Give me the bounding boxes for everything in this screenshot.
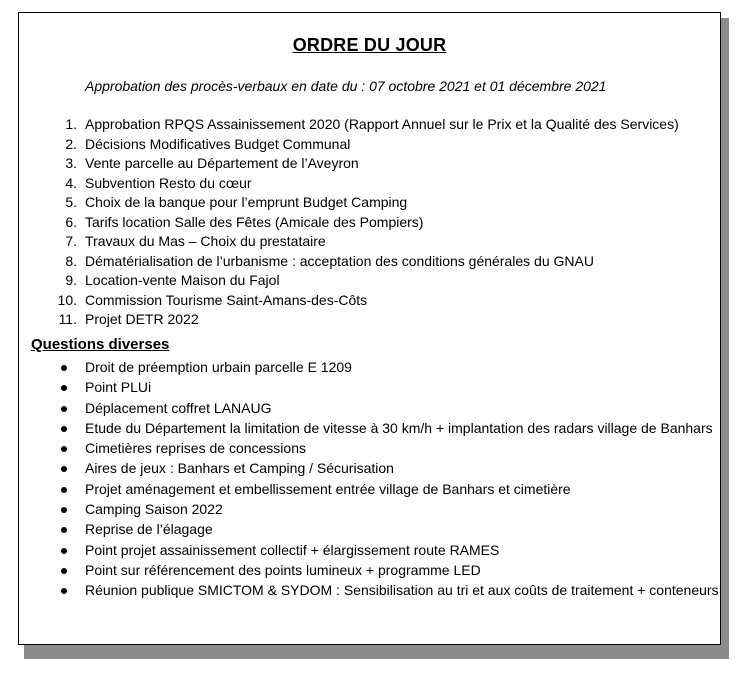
item-number: 9. xyxy=(65,272,77,288)
bullet-icon xyxy=(61,446,67,452)
item-text: Travaux du Mas – Choix du prestataire xyxy=(85,233,326,249)
question-text: Droit de préemption urbain parcelle E 1209 xyxy=(85,359,352,375)
item-text: Projet DETR 2022 xyxy=(85,311,199,327)
bullet-icon xyxy=(61,466,67,472)
item-text: Approbation RPQS Assainissement 2020 (Rapport Annuel sur le Prix et la Qualité des Services) xyxy=(85,116,679,132)
item-number: 11. xyxy=(58,311,77,327)
bullet-icon xyxy=(61,568,67,574)
bullet-icon xyxy=(61,548,67,554)
agenda-item xyxy=(49,135,351,155)
item-text: Décisions Modificatives Budget Communal xyxy=(85,135,351,152)
agenda-item xyxy=(49,271,280,291)
agenda-item xyxy=(49,193,408,213)
question-text: Reprise de l’élagage xyxy=(85,521,213,538)
approval-line: Approbation des procès-verbaux en date du : 07 octobre 2021 et 01 décembre 2021 xyxy=(85,78,607,94)
bullet-icon xyxy=(61,507,67,513)
bullet-icon xyxy=(61,426,67,432)
item-number: 7. xyxy=(65,233,77,249)
item-number: 8. xyxy=(65,252,77,269)
agenda-item xyxy=(49,310,199,330)
agenda-item xyxy=(49,213,424,233)
agenda-item xyxy=(49,174,252,194)
agenda-item xyxy=(49,154,359,174)
document-title: ORDRE DU JOUR xyxy=(292,35,447,55)
bullet-icon xyxy=(61,527,67,533)
bullet-icon xyxy=(61,588,67,594)
question-text: Point PLUi xyxy=(85,379,152,396)
question-text: Déplacement coffret LANAUG xyxy=(85,399,272,416)
item-number: 10. xyxy=(57,291,77,308)
bullet-icon xyxy=(61,365,67,371)
questions-heading: Questions diverses xyxy=(31,336,170,353)
agenda-item xyxy=(49,115,679,135)
agenda-item xyxy=(49,291,368,311)
item-text: Dématérialisation de l’urbanisme : acceptation des conditions générales du GNAU xyxy=(85,252,594,269)
item-text: Commission Tourisme Saint-Amans-des-Côts xyxy=(85,291,368,308)
item-text: Tarifs location Salle des Fêtes (Amicale des Pompiers) xyxy=(85,213,424,230)
question-text: Réunion publique SMICTOM & SYDOM : Sensibilisation au tri et aux coûts de traitement + conteneurs xyxy=(85,582,719,599)
item-text: Choix de la banque pour l’emprunt Budget Camping xyxy=(85,194,408,210)
agenda-list xyxy=(49,115,679,330)
bullet-icon xyxy=(61,385,67,391)
question-text: Etude du Département la limitation de vitesse à 30 km/h + implantation des radars village de Banhars xyxy=(85,419,713,436)
question-text: Point projet assainissement collectif + élargissement route RAMES xyxy=(85,541,500,558)
question-text: Camping Saison 2022 xyxy=(85,501,223,518)
item-text: Vente parcelle au Département de l’Aveyron xyxy=(85,155,359,171)
question-text: Point sur référencement des points lumineux + programme LED xyxy=(85,561,481,578)
item-number: 4. xyxy=(65,174,77,191)
agenda-frame xyxy=(18,12,721,645)
item-text: Subvention Resto du cœur xyxy=(85,174,252,191)
item-text: Location-vente Maison du Fajol xyxy=(85,272,280,288)
item-number: 3. xyxy=(65,155,77,171)
bullet-icon xyxy=(61,487,67,493)
question-text: Aires de jeux : Banhars et Camping / Sécurisation xyxy=(85,460,394,477)
question-text: Projet aménagement et embellissement entrée village de Banhars et cimetière xyxy=(85,480,571,497)
question-text: Cimetières reprises de concessions xyxy=(85,440,306,457)
item-number: 5. xyxy=(65,194,77,210)
agenda-item xyxy=(49,252,594,272)
item-number: 1. xyxy=(65,116,77,132)
agenda-item xyxy=(49,232,326,252)
bullet-icon xyxy=(61,406,67,412)
item-number: 2. xyxy=(65,135,77,152)
item-number: 6. xyxy=(65,213,77,230)
